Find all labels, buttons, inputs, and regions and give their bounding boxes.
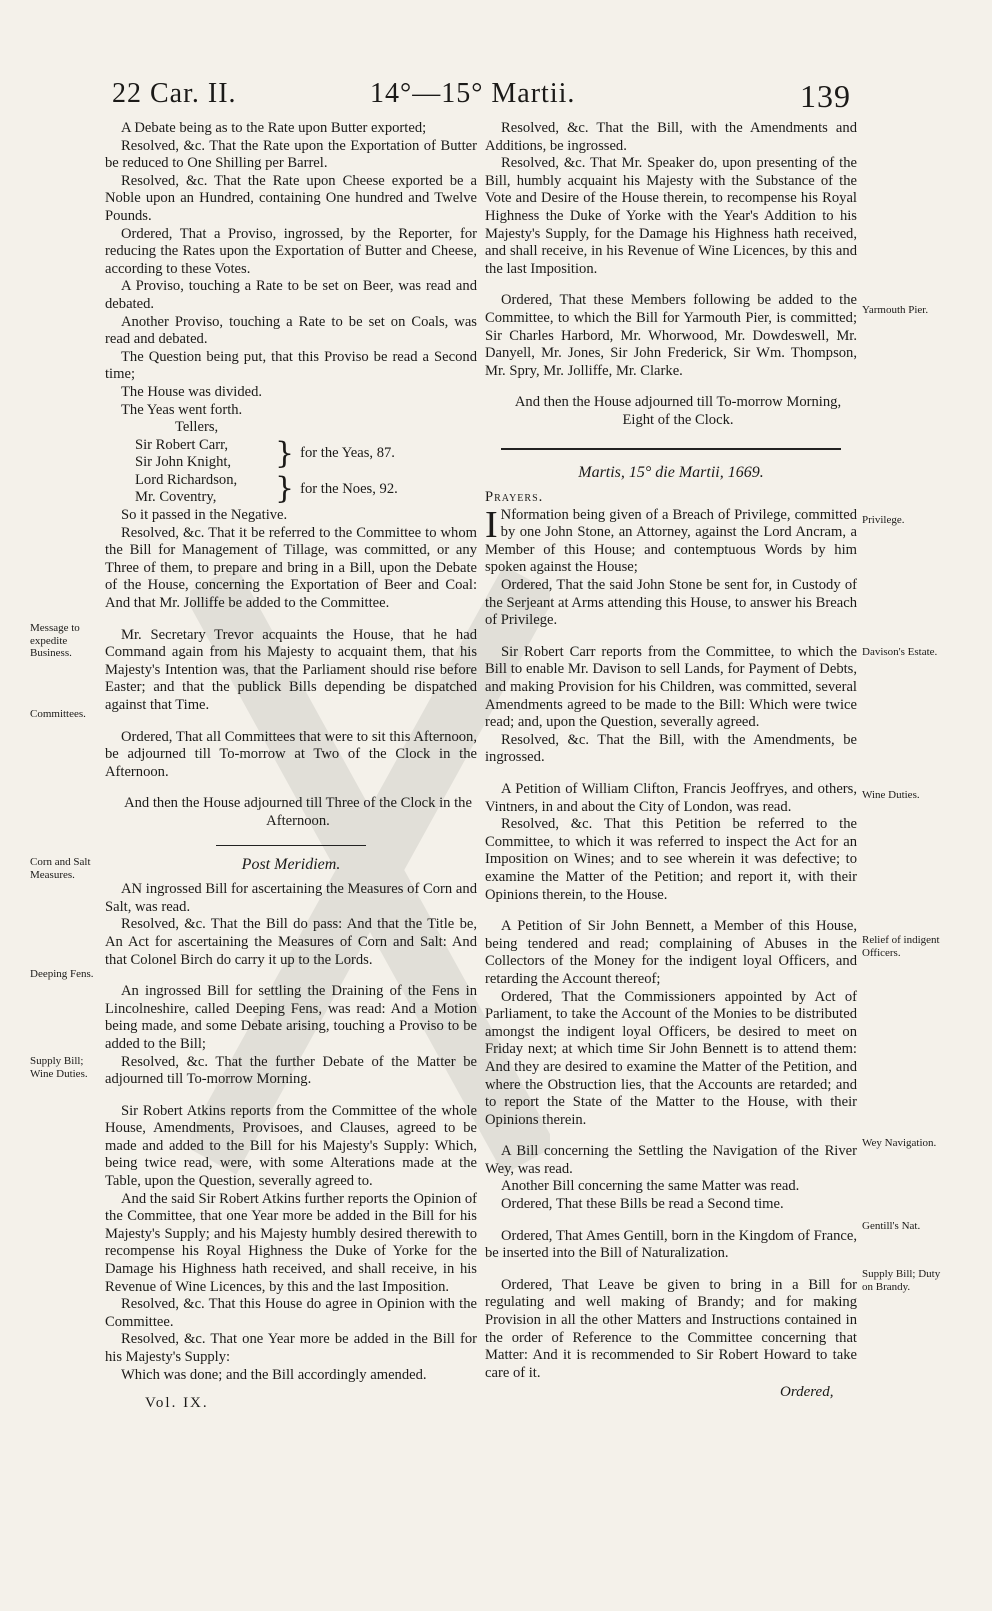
paragraph-privilege: I Nformation being given of a Breach of Privilege, committed by one John Stone, an Attorney, against the Lord Ancram, a Member of this House; and contemptuous Words by him spoken against the House; bbox=[485, 503, 857, 576]
paragraph: Resolved, &c. That the Rate upon the Exportation of Butter be reduced to One Shilling per Barrel. bbox=[105, 137, 477, 172]
paragraph: Resolved, &c. That the Bill, with the Amendments, be ingrossed. bbox=[485, 731, 857, 766]
paragraph: A Debate being as to the Rate upon Butter exported; bbox=[121, 120, 427, 136]
paragraph: Ordered, That the said John Stone be sent for, in Custody of the Serjeant at Arms attending this House, to answer his Breach of Privilege. bbox=[485, 577, 857, 629]
paragraph: Sir Robert Atkins reports from the Committee of the whole House, Amendments, Provisoes, and Clauses, agreed to be made and added to the Bill for his Majesty's Supply: Which, being twice read, were, with some Alterations made at the Table, upon the Question, severally agreed to. bbox=[105, 1102, 477, 1190]
paragraph-committees: Ordered, That all Committees that were to sit this Afternoon, be adjourned till To-morrow at Two of the Clock in the Afternoon. bbox=[105, 728, 477, 780]
teller-name: Sir John Knight, bbox=[135, 454, 232, 471]
header-date: 14°—15° Martii. bbox=[370, 78, 576, 109]
tellers-noes bbox=[135, 472, 477, 507]
date-title: Martis, 15° die Martii, 1669. bbox=[578, 463, 764, 481]
catchword: Ordered, bbox=[780, 1384, 834, 1400]
margin-note-privilege: Privilege. bbox=[862, 514, 905, 526]
paragraph: Resolved, &c. That the Bill, with the Amendments and Additions, be ingrossed. bbox=[485, 120, 857, 154]
paragraph-yarmouth: Ordered, That these Members following be added to the Committee, to which the Bill for Yarmouth Pier, is committed; Sir Charles Harbord, Mr. Whorwood, Mr. Dowdeswell, Mr. Danyell, Mr. Jones, Sir John Frederick, Sir Wm. Thompson, Mr. Spry, Mr. Jolliffe, Mr. Clarke. bbox=[485, 292, 857, 379]
paragraph: A Petition of Sir John Bennett, a Member of this House, being tendered and read; complaining of Abuses in the Collectors of the Money for the indigent loyal Officers, and retarding the Account thereof; bbox=[485, 918, 857, 987]
tellers-yeas bbox=[135, 437, 477, 472]
paragraph: Another Proviso, touching a Rate to be set on Coals, was read and debated. bbox=[105, 313, 477, 348]
paragraph: Resolved, &c. That one Year more be added in the Bill for his Majesty's Supply: bbox=[105, 1331, 477, 1365]
margin-note-corn-salt: Corn and Salt Measures. bbox=[30, 856, 91, 881]
margin-note-yarmouth: Yarmouth Pier. bbox=[862, 304, 929, 316]
adjourn-note: And then the House adjourned till Three of the Clock in the Afternoon. bbox=[124, 795, 472, 829]
margin-note-relief: Relief of indigent Officers. bbox=[862, 934, 940, 959]
paragraph: The Question being put, that this Proviso be read a Second time; bbox=[105, 348, 477, 383]
teller-name: Mr. Coventry, bbox=[135, 489, 217, 506]
margin-note-brandy: Supply Bill; Duty on Brandy. bbox=[862, 1268, 941, 1293]
paragraph: AN ingrossed Bill for ascertaining the Measures of Corn and Salt, was read. bbox=[105, 881, 477, 915]
paragraph: Resolved, &c. That this House do agree in Opinion with the Committee. bbox=[105, 1296, 477, 1330]
paragraph: So it passed in the Negative. bbox=[121, 507, 288, 524]
yeas-count: for the Yeas, 87. bbox=[300, 445, 395, 462]
margin-note-deeping: Deeping Fens. bbox=[30, 968, 94, 980]
prayers-heading: Prayers. bbox=[485, 489, 544, 506]
divider bbox=[216, 845, 366, 846]
paragraph: An ingrossed Bill for settling the Draining of the Fens in Lincolneshire, called Deeping Fens, was read: And a Motion being made, and some Debate arising, touching a Proviso to be added to the Bill; bbox=[105, 983, 477, 1052]
paragraph: A Petition of William Clifton, Francis Jeoffryes, and others, Vintners, in and about the City of London, was read. bbox=[485, 781, 857, 815]
margin-note-message: Message to expedite Business. bbox=[30, 622, 80, 659]
brace-icon: } bbox=[275, 471, 295, 507]
left-column bbox=[105, 120, 477, 1384]
paragraph: Ordered, That the Commissioners appointed by Act of Parliament, to take the Account of the Monies to be distributed amongst the indigent loyal Officers, be desired to meet on Friday next; at which time Sir John Bennett is to attend them: And they are desired to examine the Matter of the Petition, and where the Obstruction lies, that the Accounts are retarded; and to report the State of the Matter to the House, with their Opinions therein. bbox=[485, 988, 857, 1128]
margin-note-supply: Supply Bill; Wine Duties. bbox=[30, 1055, 88, 1080]
drop-cap: I bbox=[485, 503, 498, 546]
paragraph: The House was divided. bbox=[121, 383, 263, 400]
tellers-block bbox=[135, 419, 477, 507]
paragraph: The Yeas went forth. bbox=[121, 401, 243, 418]
adjourn-note: And then the House adjourned till To-morrow Morning, Eight of the Clock. bbox=[514, 394, 842, 428]
right-column bbox=[485, 120, 857, 1382]
header-left: 22 Car. II. bbox=[112, 78, 237, 109]
paragraph: Resolved, &c. That the further Debate of the Matter be adjourned till To-morrow Morning. bbox=[105, 1053, 477, 1088]
page-number: 139 bbox=[800, 78, 851, 114]
margin-note-gentill: Gentill's Nat. bbox=[862, 1220, 921, 1232]
paragraph: Which was done; and the Bill accordingly amended. bbox=[121, 1366, 427, 1383]
paragraph: Resolved, &c. That it be referred to the Committee to whom the Bill for Management of Tillage, was committed, or any Three of them, to prepare and bring in a Bill, upon the Debate of the House, concerning the Exportation of Beer and Coal: And that Mr. Jolliffe be added to the Committee. bbox=[105, 524, 477, 612]
margin-note-davison: Davison's Estate. bbox=[862, 646, 938, 658]
volume-label: Vol. IX. bbox=[145, 1395, 209, 1411]
paragraph: Resolved, &c. That this Petition be referred to the Committee, to which it was referred to inspect the Act for an Imposition on Wines; and to see wherein it was defective; to examine the Matter of the Petition; and report it, with their Opinions therein, to the House. bbox=[485, 816, 857, 903]
paragraph: Ordered, That these Bills be read a Second time. bbox=[501, 1196, 784, 1213]
teller-name: Lord Richardson, bbox=[135, 471, 238, 488]
divider bbox=[501, 448, 841, 450]
tellers-heading: Tellers, bbox=[175, 419, 219, 436]
post-meridiem-title: Post Meridiem. bbox=[241, 855, 341, 873]
paragraph: Resolved, &c. That Mr. Speaker do, upon presenting of the Bill, humbly acquaint his Majesty with the Substance of the Vote and Desire of the House therein, to recompense his Royal Highness the Duke of Yorke with the Year's Addition to his Majesty's Supply, for the Damage his Highness hath received, and shall receive, in his Revenue of Wine Licences, by this and the last Imposition. bbox=[485, 155, 857, 277]
margin-note-committees: Committees. bbox=[30, 708, 86, 720]
paragraph: A Bill concerning the Settling the Navigation of the River Wey, was read. bbox=[485, 1143, 857, 1177]
paragraph: And the said Sir Robert Atkins further reports the Opinion of the Committee, that one Year more be added in the Bill for his Majesty's Supply; and his Majesty humbly desired therewith to recompense his Royal Highness the Duke of Yorke for the Damage his Highness hath received, and shall receive, in his Revenue of Wine Licences, by this and the last Imposition. bbox=[105, 1190, 477, 1295]
paragraph: Resolved, &c. That the Rate upon Cheese exported be a Noble upon an Hundred, containing One hundred and Twelve Pounds. bbox=[105, 172, 477, 224]
paragraph-gentill: Ordered, That Ames Gentill, born in the Kingdom of France, be inserted into the Bill of Naturalization. bbox=[485, 1227, 857, 1262]
paragraph-brandy: Ordered, That Leave be given to bring in a Bill for regulating and well making of Brandy; and for making Provision in all the other Matters and Instructions contained in the order of Reference to the Committee concerning that Matter: And it is recommended to Sir Robert Howard to take care of it. bbox=[485, 1276, 857, 1381]
margin-note-wine: Wine Duties. bbox=[862, 789, 920, 801]
margin-note-wey: Wey Navigation. bbox=[862, 1137, 937, 1149]
paragraph: Sir Robert Carr reports from the Committee, to which the Bill to enable Mr. Davison to sell Lands, for Payment of Debts, and making Provision for his Children, was committed, several Amendments agreed to be made to the Bill: Which were twice read; and, upon the Question, severally agreed. bbox=[485, 643, 857, 731]
noes-count: for the Noes, 92. bbox=[300, 480, 398, 497]
paragraph-message: Mr. Secretary Trevor acquaints the House, that he had Command again from his Majesty to acquaint them, that his Majesty's Intention was, that the Parliament should rise before Easter; and that the publick Bills depending be dispatched against that Time. bbox=[105, 626, 477, 713]
paragraph: Ordered, That a Proviso, ingrossed, by the Reporter, for reducing the Rates upon the Exportation of Butter and Cheese, according to these Votes. bbox=[105, 225, 477, 277]
paragraph: Resolved, &c. That the Bill do pass: And that the Title be, An Act for ascertaining the Measures of Corn and Salt: And that Colonel Birch do carry it up to the Lords. bbox=[105, 916, 477, 968]
paragraph: A Proviso, touching a Rate to be set on Beer, was read and debated. bbox=[105, 278, 477, 312]
brace-icon: } bbox=[275, 436, 295, 472]
teller-name: Sir Robert Carr, bbox=[135, 436, 229, 453]
paragraph: Another Bill concerning the same Matter was read. bbox=[501, 1178, 800, 1195]
